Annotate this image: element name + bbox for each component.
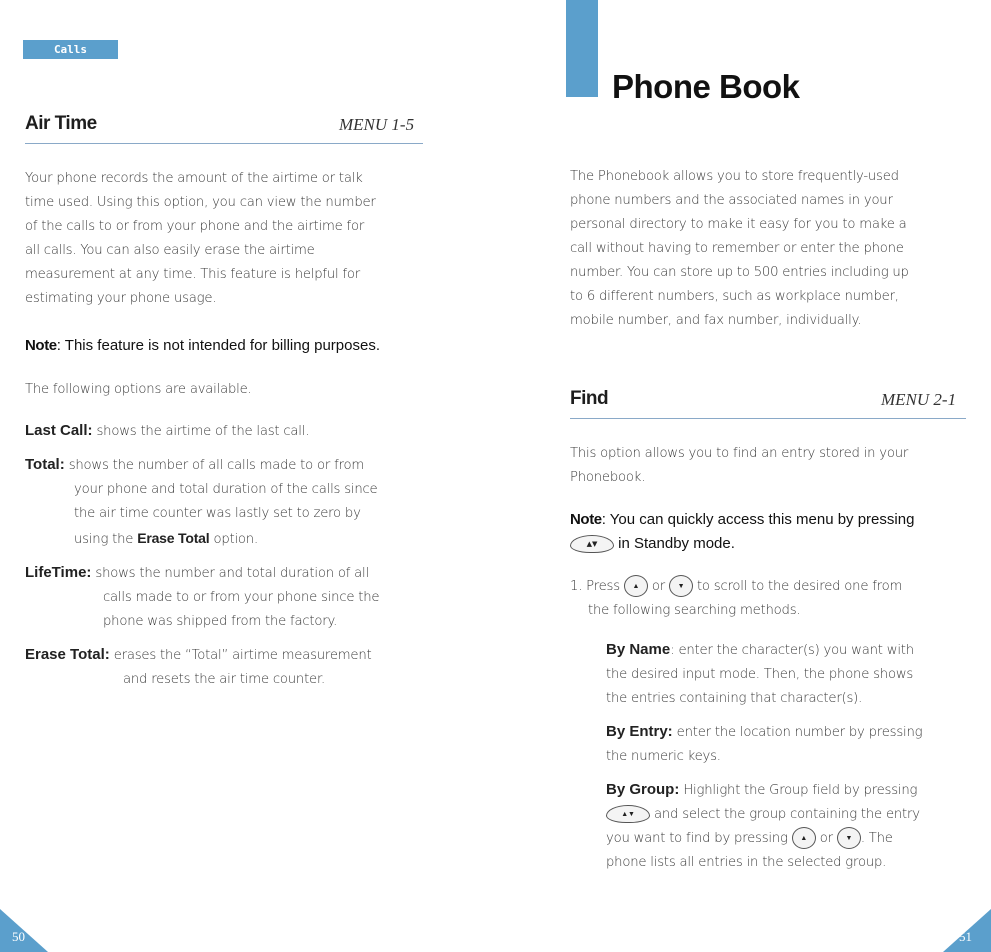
air-time-note	[25, 337, 380, 354]
page-number-right: 51	[959, 929, 972, 944]
note-text: : You can quickly access this menu by pressing	[601, 511, 915, 528]
find-intro	[570, 442, 970, 490]
nav-key-icon: ▲▼	[570, 535, 614, 553]
step-line: the following searching methods.	[588, 603, 801, 618]
option-desc: your phone and total duration of the calls since	[74, 482, 378, 497]
note-text: : This feature is not intended for billing purposes.	[56, 337, 380, 354]
method-term: By Entry:	[606, 723, 673, 740]
option-desc: shows the number and total duration of all	[91, 566, 369, 581]
method-by-group: By Group: Highlight the Group field by pressing ▲▼ and select the group containing the entry you want to find by pressing ▲ or ▼ . The phone lists all entries in the selected group.	[606, 778, 976, 875]
intro-line: time used. Using this option, you can view the number	[25, 195, 376, 210]
option-term: Erase Total:	[25, 646, 110, 663]
page-number-left: 50	[12, 929, 25, 944]
option-term: LifeTime:	[25, 564, 92, 581]
air-time-heading: Air Time	[25, 113, 97, 134]
air-time-intro	[25, 167, 425, 311]
intro-line: to 6 different numbers, such as workplace number,	[570, 289, 899, 304]
find-line: This option allows you to find an entry stored in your	[570, 446, 909, 461]
method-desc: the numeric keys.	[606, 749, 721, 764]
section-tab: Calls	[23, 40, 118, 59]
method-desc: : enter the character(s) you want with	[670, 643, 914, 658]
intro-line: number. You can store up to 500 entries including up	[570, 265, 909, 280]
method-desc: the entries containing that character(s).	[606, 691, 863, 706]
option-desc: and resets the air time counter.	[123, 672, 325, 687]
note-label: Note	[25, 337, 57, 354]
find-note	[570, 508, 970, 556]
air-time-menu-ref: MENU 1-5	[339, 115, 415, 134]
options-intro: The following options are available.	[25, 382, 252, 397]
heading-rule	[570, 418, 966, 419]
option-desc: erases the “Total” airtime measurement	[109, 648, 372, 663]
option-desc: using the Erase Total option.	[74, 530, 258, 547]
option-lifetime	[25, 561, 435, 634]
up-key-icon: ▲	[792, 827, 816, 849]
down-key-icon: ▼	[669, 575, 693, 597]
intro-line: of the calls to or from your phone and the airtime for	[25, 219, 365, 234]
method-by-entry	[606, 720, 966, 769]
option-desc: calls made to or from your phone since the	[103, 590, 380, 605]
intro-line: The Phonebook allows you to store frequently-used	[570, 169, 899, 184]
find-line: Phonebook.	[570, 470, 646, 485]
option-desc: phone was shipped from the factory.	[103, 614, 338, 629]
chapter-title: Phone Book	[612, 68, 800, 105]
option-desc: the air time counter was lastly set to zero by	[74, 506, 361, 521]
option-last-call	[25, 419, 435, 444]
method-desc: enter the location number by pressing	[672, 725, 923, 740]
down-key-icon: ▼	[837, 827, 861, 849]
method-desc: Highlight the Group field by pressing	[679, 783, 918, 798]
option-desc: shows the airtime of the last call.	[92, 424, 310, 439]
intro-line: mobile number, and fax number, individually.	[570, 313, 862, 328]
method-term: By Group:	[606, 781, 680, 798]
intro-line: estimating your phone usage.	[25, 291, 217, 306]
note-text: in Standby mode.	[614, 535, 735, 552]
chapter-bar	[566, 0, 598, 97]
intro-line: call without having to remember or enter the phone	[570, 241, 904, 256]
method-desc: and select the group containing the entry	[650, 807, 920, 822]
intro-line: measurement at any time. This feature is helpful for	[25, 267, 361, 282]
find-menu-ref: MENU 2-1	[881, 390, 957, 409]
nav-key-icon: ▲▼	[606, 805, 650, 823]
method-term: By Name	[606, 641, 671, 658]
up-key-icon: ▲	[624, 575, 648, 597]
heading-rule	[25, 143, 423, 144]
intro-line: Your phone records the amount of the airtime or talk	[25, 171, 363, 186]
intro-line: all calls. You can also easily erase the airtime	[25, 243, 315, 258]
option-term: Total:	[25, 456, 65, 473]
note-label: Note	[570, 511, 602, 528]
find-heading: Find	[570, 388, 609, 409]
phone-book-intro	[570, 165, 970, 333]
option-term: Last Call:	[25, 422, 93, 439]
intro-line: phone numbers and the associated names in your	[570, 193, 893, 208]
method-desc: the desired input mode. Then, the phone shows	[606, 667, 914, 682]
option-desc: shows the number of all calls made to or from	[64, 458, 364, 473]
option-erase-total	[25, 643, 435, 692]
intro-line: personal directory to make it easy for you to make a	[570, 217, 907, 232]
method-desc: phone lists all entries in the selected group.	[606, 855, 887, 870]
method-by-name	[606, 638, 966, 711]
find-step-1: 1. Press ▲ or ▼ to scroll to the desired one from the following searching methods.	[570, 575, 970, 623]
option-total	[25, 453, 435, 552]
